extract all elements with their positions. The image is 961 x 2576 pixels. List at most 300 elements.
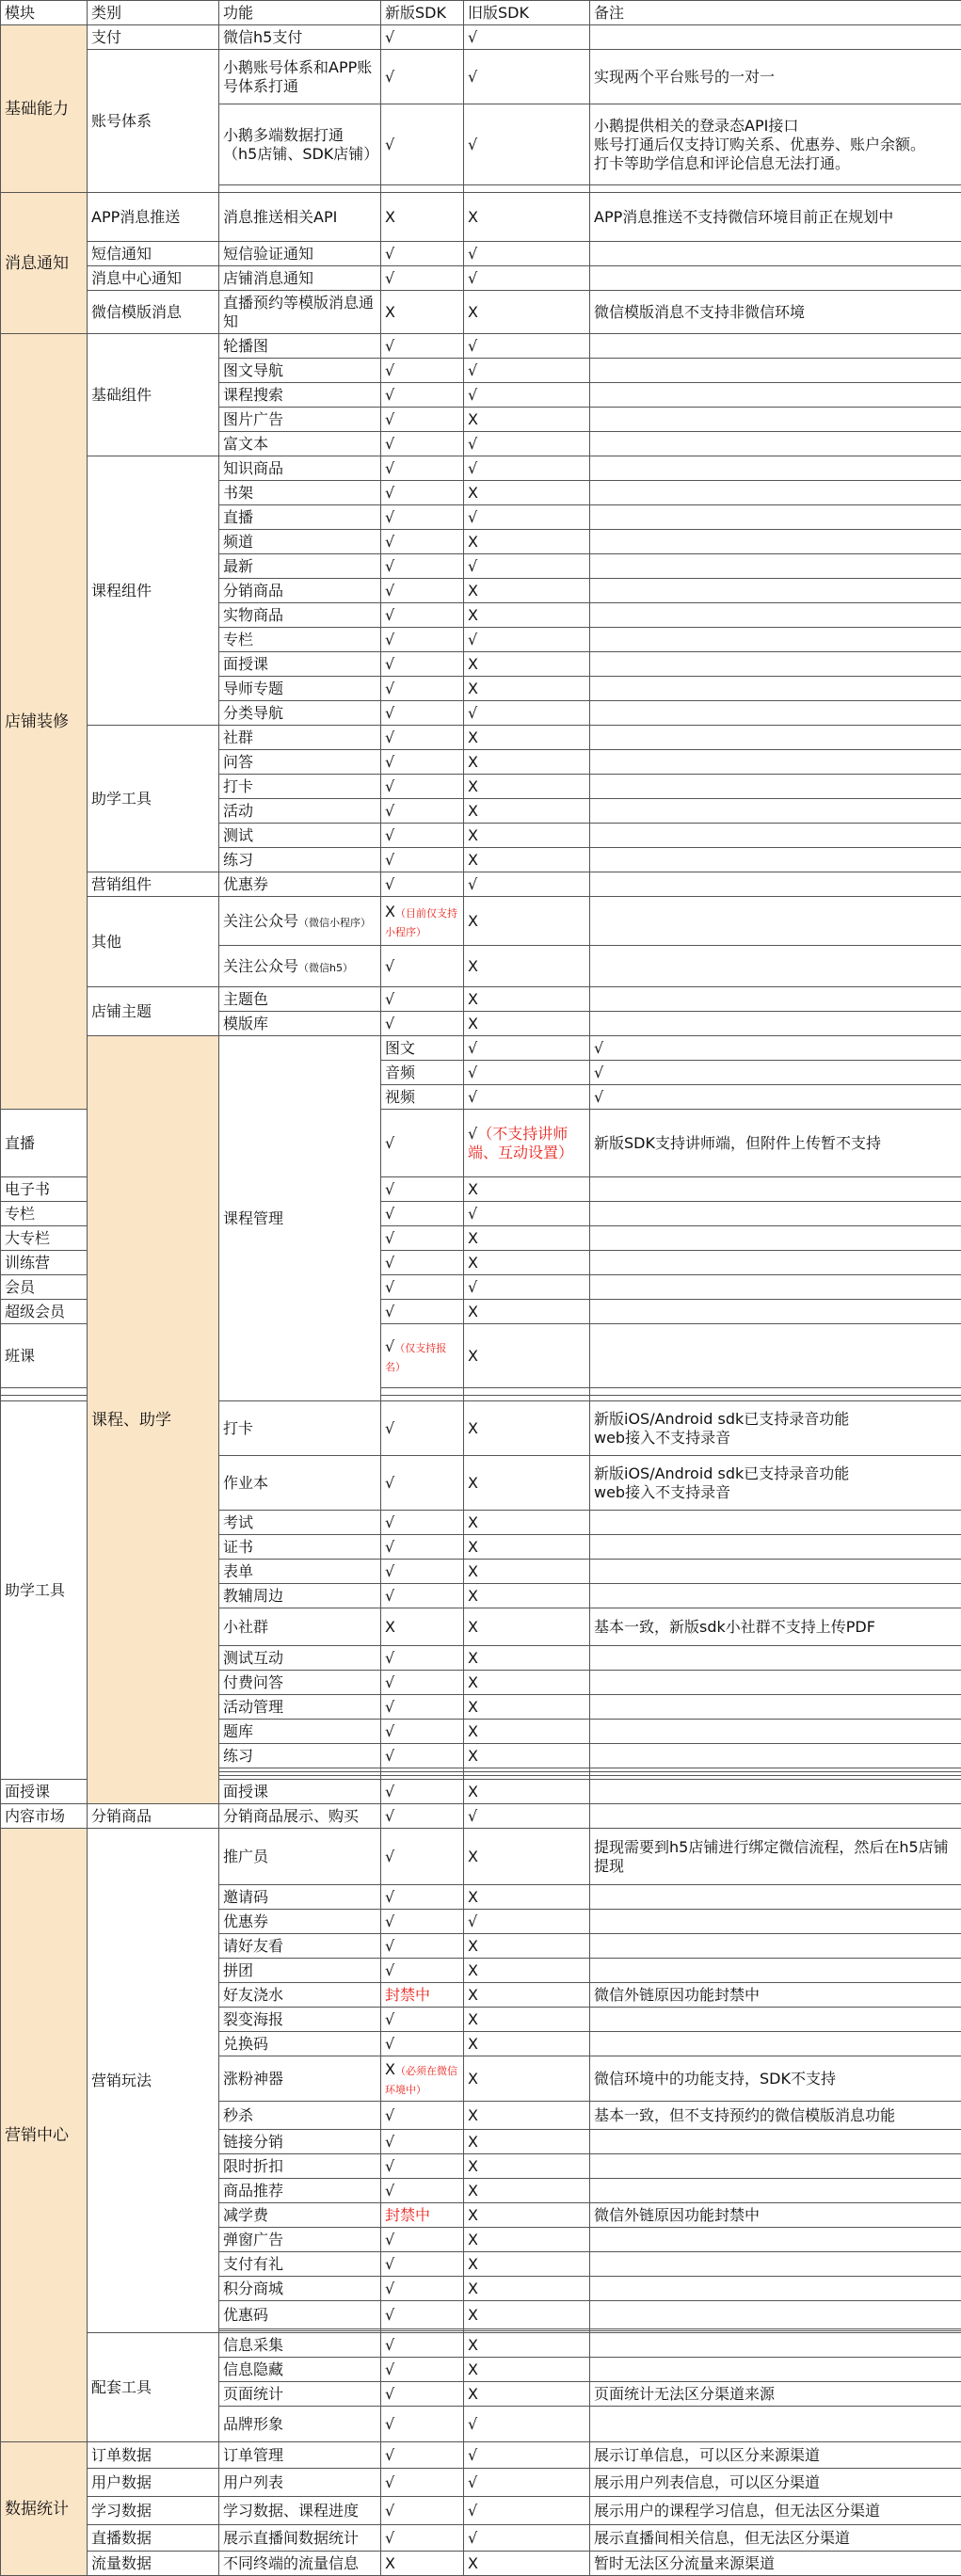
remark-cell: 新版iOS/Android sdk已支持录音功能 web接入不支持录音 [590, 1456, 961, 1511]
old-sdk-mark: √ [468, 136, 477, 153]
old-sdk-mark: X [468, 582, 478, 600]
table-row [1, 1036, 961, 1061]
feature-cell [219, 1608, 381, 1646]
remark-cell [590, 872, 961, 897]
old-sdk-cell [464, 1608, 590, 1646]
new-sdk-cell [464, 1036, 590, 1061]
feature-text: 限时折扣 [223, 2157, 283, 2175]
new-sdk-mark: √ [385, 557, 394, 575]
old-sdk-cell [464, 652, 590, 677]
feature-text: 书架 [223, 484, 253, 502]
feature-text: 面授课 [223, 655, 268, 673]
remark-cell [590, 1959, 961, 1983]
old-sdk-mark: X [468, 728, 478, 746]
new-sdk-cell [381, 359, 464, 383]
old-sdk-mark: X [468, 826, 478, 844]
new-sdk-mark: √ [385, 1180, 394, 1198]
new-sdk-cell [381, 2358, 464, 2382]
category-cell: 其他 [88, 897, 219, 987]
feature-text: 会员 [5, 1278, 35, 1296]
remark-cell [590, 603, 961, 628]
old-sdk-cell [464, 2552, 590, 2576]
new-sdk-cell [381, 2301, 464, 2329]
old-sdk-cell [464, 2358, 590, 2382]
remark-cell [590, 2301, 961, 2329]
feature-cell [219, 334, 381, 359]
remark-cell [590, 652, 961, 677]
feature-text: 专栏 [5, 1205, 35, 1223]
feature-text: 视频 [385, 1088, 415, 1106]
old-sdk-cell [464, 242, 590, 266]
remark-cell [590, 2228, 961, 2252]
feature-cell [219, 1780, 381, 1804]
header-category: 类别 [88, 1, 219, 25]
new-sdk-mark: √ [385, 245, 394, 263]
old-sdk-mark: X [468, 1783, 478, 1800]
remark-cell [590, 628, 961, 652]
old-sdk-mark: X [468, 1747, 478, 1765]
remark-cell [590, 1560, 961, 1584]
old-sdk-mark: X [468, 1722, 478, 1740]
remark-cell: 展示直播间相关信息，但无法区分渠道 [590, 2525, 961, 2552]
old-sdk-mark: √ [594, 1088, 603, 1106]
old-sdk-mark: X [468, 2306, 478, 2324]
old-sdk-cell [464, 1177, 590, 1202]
remark-cell: 展示用户列表信息，可以区分渠道 [590, 2469, 961, 2497]
feature-text: 问答 [223, 753, 253, 771]
old-sdk-mark: X [468, 1254, 478, 1272]
feature-text: 大专栏 [5, 1229, 50, 1247]
old-sdk-mark: X [468, 680, 478, 697]
remark-cell: 展示用户的课程学习信息，但无法区分渠道 [590, 2497, 961, 2525]
feature-cell [219, 1720, 381, 1744]
new-sdk-cell [381, 408, 464, 432]
feature-text: 页面统计 [223, 2385, 283, 2403]
remark-cell [590, 456, 961, 481]
old-sdk-cell [464, 1202, 590, 1226]
feature-cell [219, 1885, 381, 1910]
remark-cell [590, 579, 961, 603]
feature-cell [219, 1959, 381, 1983]
table-row [1, 291, 961, 334]
header-module: 模块 [1, 1, 88, 25]
new-sdk-cell [381, 2179, 464, 2203]
feature-cell [219, 1983, 381, 2008]
old-sdk-mark: √ [468, 2446, 477, 2464]
category-cell: 课程组件 [88, 456, 219, 726]
old-sdk-cell [464, 603, 590, 628]
category-cell: 助学工具 [1, 1401, 88, 1780]
feature-text: 不同终端的流量信息 [223, 2554, 359, 2572]
feature-text: 弹窗广告 [223, 2231, 283, 2248]
new-sdk-cell [381, 1744, 464, 1768]
feature-text: 小鹅账号体系和APP账号体系打通 [223, 58, 372, 95]
old-sdk-cell [464, 2469, 590, 2497]
feature-cell [219, 2469, 381, 2497]
feature-cell [219, 481, 381, 505]
remark-cell: 微信外链原因功能封禁中 [590, 2203, 961, 2228]
category-cell: 账号体系 [88, 50, 219, 193]
new-sdk-mark: √ [385, 533, 394, 551]
new-sdk-mark: √ [385, 1419, 394, 1437]
old-sdk-mark: √ [594, 1064, 603, 1081]
feature-text: 主题色 [223, 990, 268, 1008]
old-sdk-cell [464, 1456, 590, 1511]
feature-text: 链接分销 [223, 2133, 283, 2151]
new-sdk-cell [381, 872, 464, 897]
header-feature: 功能 [219, 1, 381, 25]
old-sdk-mark: X [468, 1986, 478, 2004]
feature-text: 测试 [223, 826, 253, 844]
new-sdk-mark: √ [385, 777, 394, 795]
new-sdk-cell [381, 677, 464, 701]
remark-cell: 暂时无法区分流量来源渠道 [590, 2552, 961, 2576]
new-sdk-cell [381, 1720, 464, 1744]
feature-text: 涨粉神器 [223, 2070, 283, 2088]
new-sdk-mark: √ [385, 655, 394, 673]
old-sdk-mark: √ [468, 386, 477, 404]
feature-cell [219, 750, 381, 775]
old-sdk-cell [464, 1560, 590, 1584]
remark-cell [590, 1934, 961, 1959]
old-sdk-mark: X [468, 1961, 478, 1979]
remark-cell [590, 799, 961, 824]
feature-cell [219, 2228, 381, 2252]
remark-cell [590, 848, 961, 872]
new-sdk-cell [381, 383, 464, 408]
new-sdk-mark: √ [385, 728, 394, 746]
category-cell: 消息中心通知 [88, 266, 219, 291]
feature-text: 推广员 [223, 1848, 268, 1865]
old-sdk-mark: X [468, 533, 478, 551]
new-sdk-cell [381, 2552, 464, 2576]
feature-text: 品牌形象 [223, 2415, 283, 2433]
new-sdk-cell [381, 2056, 464, 2102]
old-sdk-mark: X [468, 484, 478, 502]
category-cell: 短信通知 [88, 242, 219, 266]
old-sdk-cell [464, 530, 590, 554]
old-sdk-mark: X [468, 410, 478, 428]
remark-cell [590, 897, 961, 946]
feature-text: 商品推荐 [223, 2182, 283, 2200]
new-sdk-cell [381, 456, 464, 481]
new-sdk-mark: √ [385, 484, 394, 502]
old-sdk-mark: √ [468, 269, 477, 287]
feature-text: 分销商品 [223, 582, 283, 600]
old-sdk-mark: X [468, 1562, 478, 1580]
old-sdk-mark: √ [468, 704, 477, 722]
old-sdk-mark: √ [594, 1039, 603, 1057]
new-sdk-mark: √ [385, 680, 394, 697]
old-sdk-cell [464, 334, 590, 359]
feature-text: 好友浇水 [223, 1986, 283, 2004]
new-sdk-mark: √ [385, 2360, 394, 2378]
new-sdk-cell [381, 1885, 464, 1910]
old-sdk-cell [464, 2056, 590, 2102]
feature-text: 练习 [223, 851, 253, 869]
feature-cell [219, 2552, 381, 2576]
feature-note: （微信小程序） [298, 917, 371, 929]
old-sdk-cell [464, 628, 590, 652]
new-sdk-mark: X [385, 208, 395, 226]
new-sdk-cell [381, 1959, 464, 1983]
new-sdk-cell [381, 2469, 464, 2497]
old-sdk-cell [464, 2179, 590, 2203]
remark-cell [590, 185, 961, 193]
old-sdk-cell [464, 432, 590, 456]
new-sdk-cell [381, 1804, 464, 1829]
old-sdk-cell [464, 1511, 590, 1535]
new-sdk-mark: √ [385, 1337, 394, 1355]
new-sdk-cell [381, 1177, 464, 1202]
remark-cell [590, 1535, 961, 1560]
old-sdk-cell [590, 1036, 961, 1061]
old-sdk-cell [464, 2525, 590, 2552]
old-sdk-cell [590, 1085, 961, 1110]
category-cell: 营销组件 [88, 872, 219, 897]
new-sdk-cell [381, 1535, 464, 1560]
category-cell: APP消息推送 [88, 193, 219, 242]
new-sdk-cell [381, 1324, 464, 1388]
feature-cell [219, 1511, 381, 1535]
old-sdk-cell [464, 481, 590, 505]
category-cell: 流量数据 [88, 2552, 219, 2576]
feature-cell [219, 872, 381, 897]
table-row [1, 897, 961, 946]
new-sdk-mark: √ [385, 1474, 394, 1492]
new-sdk-mark: √ [385, 1747, 394, 1765]
old-sdk-cell [464, 1584, 590, 1608]
category-cell: 用户数据 [88, 2469, 219, 2497]
old-sdk-mark: X [468, 303, 478, 321]
old-sdk-cell [464, 266, 590, 291]
new-sdk-mark: X [385, 2554, 395, 2572]
new-sdk-cell [381, 2497, 464, 2525]
remark-cell [590, 530, 961, 554]
old-sdk-mark: √ [468, 68, 477, 86]
new-sdk-mark: √ [385, 1587, 394, 1605]
feature-text: 训练营 [5, 1254, 50, 1272]
module-cell: 营销中心 [1, 1829, 88, 2442]
remark-cell [590, 750, 961, 775]
remark-cell [590, 824, 961, 848]
old-sdk-mark: √ [468, 875, 477, 893]
new-sdk-mark: √ [385, 1538, 394, 1556]
new-sdk-cell [381, 1584, 464, 1608]
feature-cell [219, 383, 381, 408]
feature-text: 关注公众号 [223, 957, 298, 975]
new-sdk-cell [381, 1695, 464, 1720]
new-sdk-cell [381, 579, 464, 603]
feature-cell [219, 25, 381, 50]
old-sdk-mark: X [468, 1649, 478, 1667]
remark-cell: 微信环境中的功能支持，SDK不支持 [590, 2056, 961, 2102]
remark-cell [590, 2333, 961, 2358]
old-sdk-cell [464, 848, 590, 872]
new-sdk-mark: X [385, 1618, 395, 1636]
feature-text: 班课 [5, 1347, 35, 1365]
new-sdk-cell [381, 2442, 464, 2469]
new-sdk-cell [381, 775, 464, 799]
new-sdk-mark: √ [385, 28, 394, 46]
feature-text: 图片广告 [223, 410, 283, 428]
new-sdk-mark: √ [385, 1912, 394, 1930]
new-sdk-mark: √ [385, 1783, 394, 1800]
new-sdk-cell [381, 603, 464, 628]
new-sdk-cell [381, 104, 464, 185]
new-sdk-mark: √ [385, 753, 394, 771]
feature-cell [219, 266, 381, 291]
old-sdk-cell [464, 408, 590, 432]
remark-cell [590, 2008, 961, 2032]
old-sdk-mark: √ [468, 245, 477, 263]
old-sdk-mark: X [468, 655, 478, 673]
remark-cell: 页面统计无法区分渠道来源 [590, 2382, 961, 2407]
old-sdk-mark: X [468, 2554, 478, 2572]
new-sdk-mark: √ [385, 435, 394, 453]
old-sdk-cell [464, 1720, 590, 1744]
old-sdk-cell [464, 1388, 590, 1396]
old-sdk-mark: X [468, 1673, 478, 1691]
feature-text: 知识商品 [223, 459, 283, 477]
new-sdk-cell [381, 2382, 464, 2407]
old-sdk-cell [464, 2407, 590, 2442]
remark-cell [590, 1804, 961, 1829]
table-row [1, 266, 961, 291]
remark-cell [590, 383, 961, 408]
old-sdk-cell [464, 1959, 590, 1983]
old-sdk-cell [464, 1829, 590, 1885]
new-sdk-cell [381, 987, 464, 1012]
remark-cell [590, 408, 961, 432]
old-sdk-cell [464, 1226, 590, 1251]
old-sdk-mark: √ [468, 28, 477, 46]
table-row [1, 2525, 961, 2552]
table-row [1, 872, 961, 897]
new-sdk-cell [381, 2154, 464, 2179]
new-sdk-mark: √ [385, 990, 394, 1008]
feature-cell [219, 775, 381, 799]
new-sdk-cell [381, 2102, 464, 2130]
old-sdk-mark: X [468, 1229, 478, 1247]
new-sdk-mark: √ [385, 1722, 394, 1740]
feature-text: 小鹅多端数据打通（h5店铺、SDK店铺） [223, 126, 378, 163]
old-sdk-cell [464, 1401, 590, 1456]
remark-cell [590, 1202, 961, 1226]
feature-text: 订单管理 [223, 2446, 283, 2464]
module-cell: 店铺装修 [1, 334, 88, 1110]
feature-cell [219, 824, 381, 848]
feature-cell [219, 677, 381, 701]
feature-cell [219, 1744, 381, 1768]
remark-cell [590, 1012, 961, 1036]
remark-cell [590, 701, 961, 726]
old-sdk-cell [464, 824, 590, 848]
old-sdk-mark: X [468, 208, 478, 226]
feature-text: 秒杀 [223, 2106, 253, 2124]
old-sdk-cell [464, 2497, 590, 2525]
new-sdk-cell [381, 554, 464, 579]
old-sdk-mark: X [468, 1538, 478, 1556]
remark-cell [590, 1324, 961, 1388]
remark-cell: APP消息推送不支持微信环境目前正在规划中 [590, 193, 961, 242]
module-cell: 消息通知 [1, 193, 88, 334]
old-sdk-cell [464, 726, 590, 750]
new-sdk-cell [381, 848, 464, 872]
remark-cell [590, 1511, 961, 1535]
old-sdk-mark: X [468, 1937, 478, 1955]
old-sdk-cell [590, 1061, 961, 1085]
old-sdk-cell [464, 2130, 590, 2154]
feature-cell [219, 1804, 381, 1829]
new-sdk-mark: √ [385, 136, 394, 153]
feature-cell [219, 2008, 381, 2032]
new-sdk-cell [381, 1829, 464, 1885]
new-sdk-mark: √ [385, 2385, 394, 2403]
feature-text: 活动 [223, 802, 253, 820]
remark-cell: 微信模版消息不支持非微信环境 [590, 291, 961, 334]
feature-text: 教辅周边 [223, 1587, 283, 1605]
feature-text: 富文本 [223, 435, 268, 453]
feature-text: 优惠券 [223, 1912, 268, 1930]
old-sdk-cell [464, 1910, 590, 1934]
old-sdk-mark: X [468, 2255, 478, 2273]
new-sdk-mark: √ [385, 508, 394, 526]
old-sdk-mark: √ [468, 1807, 477, 1825]
new-sdk-cell [381, 1646, 464, 1671]
new-sdk-mark: 封禁中 [385, 2206, 430, 2224]
feature-text: 题库 [223, 1722, 253, 1740]
new-sdk-mark: √ [385, 1229, 394, 1247]
remark-cell [590, 1388, 961, 1396]
new-sdk-mark: √ [385, 1649, 394, 1667]
remark-cell [590, 2407, 961, 2442]
table-row [1, 2333, 961, 2358]
old-sdk-mark: √ [468, 1125, 477, 1143]
old-sdk-mark: √ [468, 631, 477, 648]
feature-text: 支付有礼 [223, 2255, 283, 2273]
feature-text: 优惠券 [223, 875, 268, 893]
new-sdk-note: （必须在微信环境中） [385, 2065, 457, 2096]
remark-cell [590, 1226, 961, 1251]
old-sdk-cell [464, 1695, 590, 1720]
feature-cell [219, 193, 381, 242]
new-sdk-mark: √ [385, 1807, 394, 1825]
feature-text: 请好友看 [223, 1937, 283, 1955]
new-sdk-note: （目前仅支持小程序） [385, 907, 457, 938]
feature-cell [219, 2203, 381, 2228]
old-sdk-cell [464, 1983, 590, 2008]
new-sdk-cell [381, 701, 464, 726]
feature-text: 优惠码 [223, 2306, 268, 2324]
table-row [1, 1804, 961, 1829]
feature-cell [1, 1324, 88, 1388]
new-sdk-mark: √ [385, 2255, 394, 2273]
new-sdk-mark: √ [385, 1698, 394, 1716]
feature-cell [219, 2301, 381, 2329]
new-sdk-mark: √ [468, 1039, 477, 1057]
new-sdk-cell [381, 1202, 464, 1226]
new-sdk-cell [381, 726, 464, 750]
feature-text: 打卡 [223, 1419, 253, 1437]
module-cell: 内容市场 [1, 1804, 88, 1829]
old-sdk-cell [464, 897, 590, 946]
feature-text: 频道 [223, 533, 253, 551]
header-remark: 备注 [590, 1, 961, 25]
feature-cell [219, 2154, 381, 2179]
new-sdk-mark: √ [385, 1134, 394, 1152]
feature-cell [219, 897, 381, 946]
